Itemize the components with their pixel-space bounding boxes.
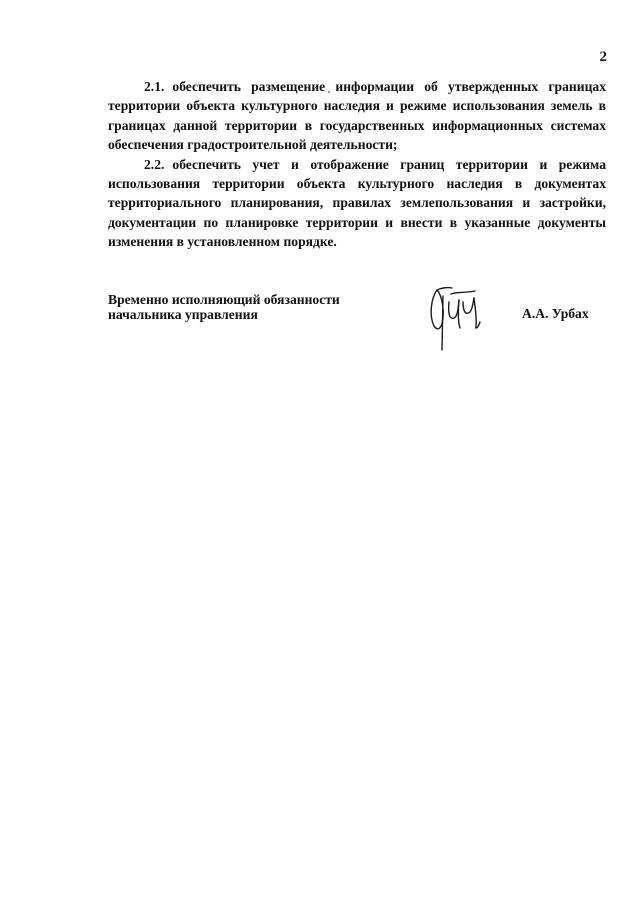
signer-name: А.А. Урбах (522, 306, 589, 321)
signer-position (108, 292, 378, 322)
document-body (108, 77, 606, 252)
paragraph-number: 2.2. (144, 156, 165, 172)
page-number: 2 (599, 49, 607, 65)
paragraph-2-2 (108, 155, 606, 252)
handwritten-signature-icon (425, 282, 487, 354)
paragraph-number: 2.1. (144, 79, 165, 94)
paragraph-text: обеспечить учет и отображение границ территории и режима использования территории объекта культурного наследия в документах территориального планирования, правилах землепользования и застройки, документации по планировке территории и внести в указанные документы изменения в установленном порядке. (108, 156, 606, 250)
signer-position-line-2: начальника управления (108, 307, 258, 322)
signer-position-line-1: Временно исполняющий обязанности (108, 292, 340, 307)
paragraph-2-1 (108, 77, 606, 155)
paragraph-text: обеспечить размещение информации об утвержденных границах территории объекта культурного наследия и режиме использования земель в границах данной территории в государственных информационных системах обеспечения градостроительной деятельности; (108, 79, 606, 153)
